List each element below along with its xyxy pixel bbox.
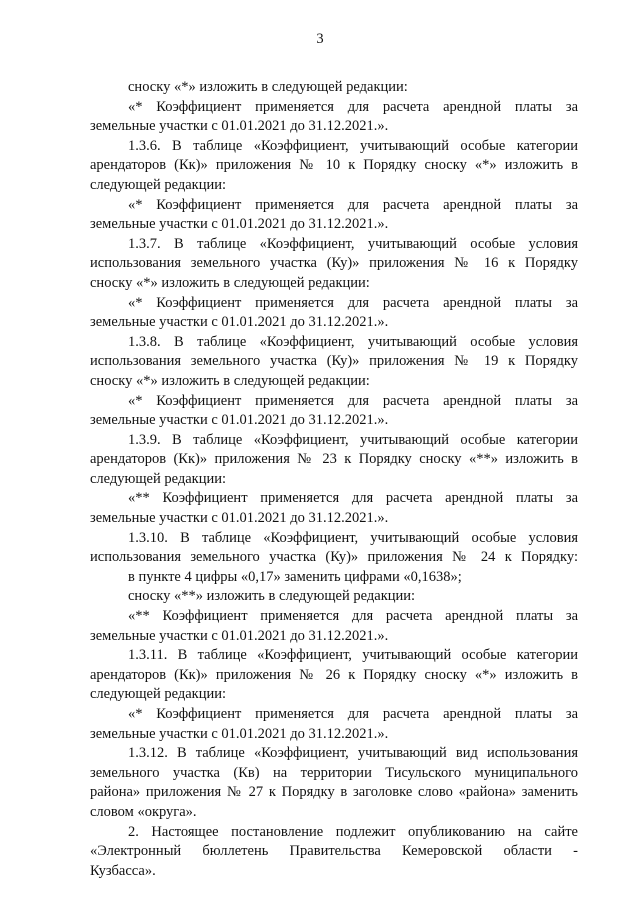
text-line: «Электронный бюллетень Правительства Кемеровской области - bbox=[90, 843, 578, 860]
text-line: района» приложения № 27 к Порядку в заголовке слово «района» заменить bbox=[90, 784, 578, 801]
text-line: следующей редакции: bbox=[90, 470, 227, 487]
text-line: земельные участки с 01.01.2021 до 31.12.2021.». bbox=[90, 412, 389, 429]
text-line: «* Коэффициент применяется для расчета арендной платы за bbox=[128, 196, 578, 213]
text-line: 1.3.10. В таблице «Коэффициент, учитывающий особые условия bbox=[128, 529, 578, 546]
text-line: «** Коэффициент применяется для расчета арендной платы за bbox=[128, 490, 578, 507]
text-line: 1.3.7. В таблице «Коэффициент, учитывающий особые условия bbox=[128, 235, 578, 252]
text-line: 1.3.11. В таблице «Коэффициент, учитывающий особые категории bbox=[128, 647, 578, 664]
text-line: сноску «**» изложить в следующей редакции: bbox=[128, 588, 416, 605]
text-line: 2. Настоящее постановление подлежит опубликованию на сайте bbox=[128, 823, 578, 840]
document-body bbox=[90, 78, 578, 881]
text-line: использования земельного участка (Ку)» приложения № 24 к Порядку: bbox=[90, 549, 578, 566]
text-line: «* Коэффициент применяется для расчета арендной платы за bbox=[128, 392, 578, 409]
text-line: арендаторов (Кк)» приложения № 10 к Порядку сноску «*» изложить в bbox=[90, 157, 578, 174]
text-line: Кузбасса». bbox=[90, 862, 156, 879]
text-line: словом «округа». bbox=[90, 803, 197, 820]
text-line: 1.3.8. В таблице «Коэффициент, учитывающий особые условия bbox=[128, 333, 578, 350]
text-line: земельные участки с 01.01.2021 до 31.12.2021.». bbox=[90, 725, 389, 742]
text-line: земельные участки с 01.01.2021 до 31.12.2021.». bbox=[90, 118, 389, 135]
text-line: в пункте 4 цифры «0,17» заменить цифрами «0,1638»; bbox=[128, 568, 462, 585]
text-line: «* Коэффициент применяется для расчета арендной платы за bbox=[128, 294, 578, 311]
text-line: земельные участки с 01.01.2021 до 31.12.2021.». bbox=[90, 510, 389, 527]
text-line: следующей редакции: bbox=[90, 686, 227, 703]
text-line: сноску «*» изложить в следующей редакции: bbox=[128, 79, 408, 95]
text-line: земельные участки с 01.01.2021 до 31.12.2021.». bbox=[90, 627, 389, 644]
text-line: «* Коэффициент применяется для расчета арендной платы за bbox=[128, 706, 578, 722]
text-line: 1.3.12. В таблице «Коэффициент, учитывающий вид использования bbox=[128, 745, 578, 762]
text-line: сноску «*» изложить в следующей редакции: bbox=[90, 372, 370, 389]
text-line: использования земельного участка (Ку)» приложения № 19 к Порядку bbox=[90, 353, 578, 370]
text-line: 1.3.6. В таблице «Коэффициент, учитывающий особые категории bbox=[128, 137, 578, 154]
page-number: 3 bbox=[316, 31, 324, 47]
text-line: земельные участки с 01.01.2021 до 31.12.2021.». bbox=[90, 216, 389, 233]
text-line: арендаторов (Кк)» приложения № 23 к Порядку сноску «**» изложить в bbox=[90, 451, 578, 468]
text-line: арендаторов (Кк)» приложения № 26 к Порядку сноску «*» изложить в bbox=[90, 666, 578, 683]
text-line: использования земельного участка (Ку)» приложения № 16 к Порядку bbox=[90, 255, 578, 272]
text-line: «** Коэффициент применяется для расчета арендной платы за bbox=[128, 608, 578, 625]
text-line: 1.3.9. В таблице «Коэффициент, учитывающий особые категории bbox=[128, 431, 578, 448]
text-line: земельные участки с 01.01.2021 до 31.12.2021.». bbox=[90, 314, 389, 331]
text-line: следующей редакции: bbox=[90, 176, 227, 193]
text-line: сноску «*» изложить в следующей редакции: bbox=[90, 274, 370, 291]
text-line: земельного участка (Кв) на территории Тисульского муниципального bbox=[90, 764, 578, 781]
text-line: «* Коэффициент применяется для расчета арендной платы за bbox=[128, 98, 578, 115]
